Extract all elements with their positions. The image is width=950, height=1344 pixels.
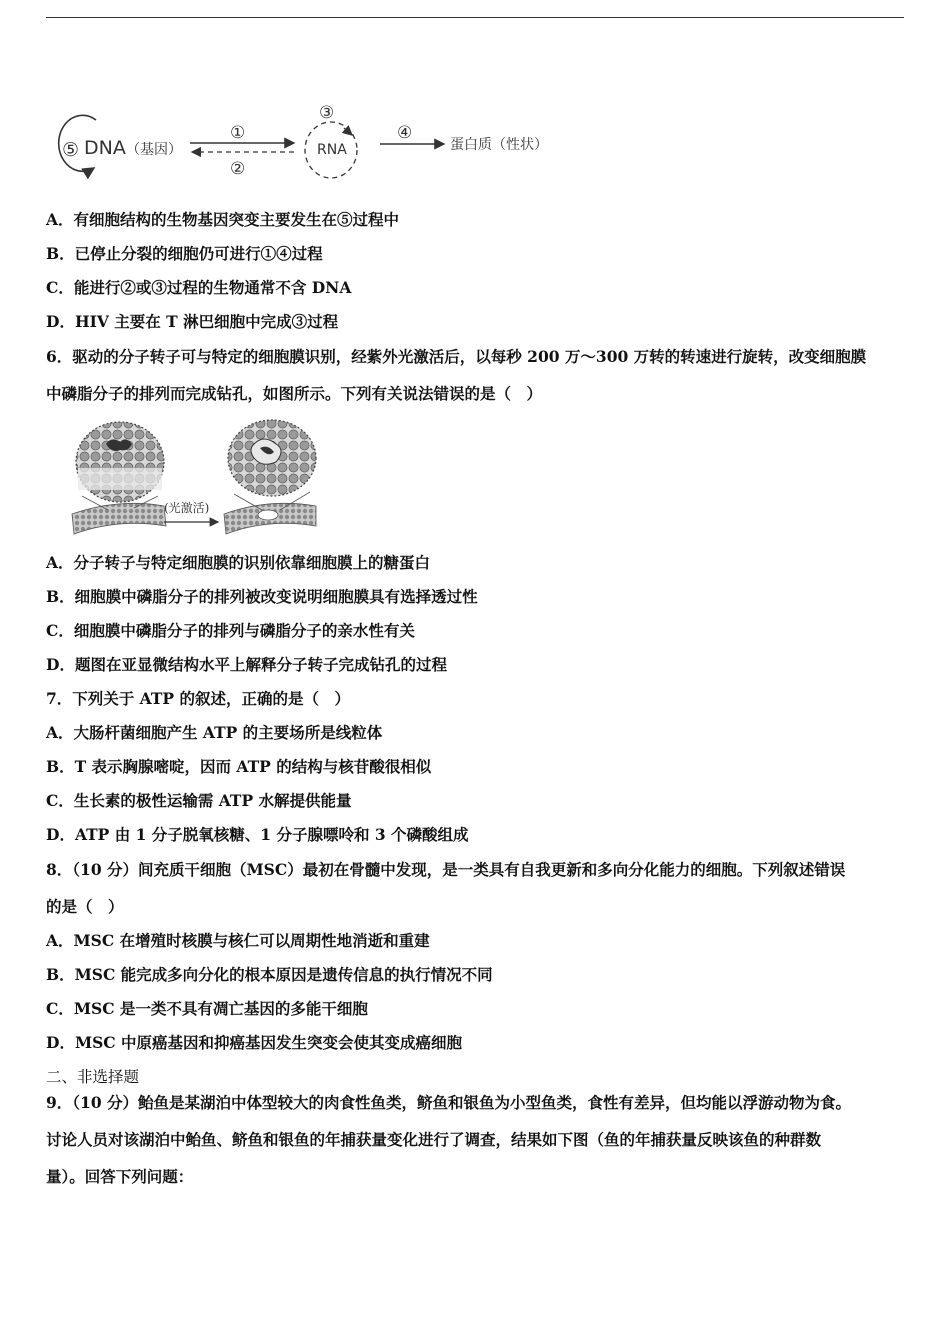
header-rule [46,17,904,18]
q5-option-b: B．已停止分裂的细胞仍可进行①④过程 [46,244,323,263]
rna-label: RNA [317,142,347,158]
step-4-label: ④ [397,123,413,143]
q7-option-b: B．T 表示胸腺嘧啶，因而 ATP 的结构与核苷酸很相似 [46,757,432,776]
q6-option-c: C．细胞膜中磷脂分子的排列与磷脂分子的亲水性有关 [46,621,415,640]
protein-label: 蛋白质（性状） [450,137,548,153]
q6-stem-line1: 6．驱动的分子转子可与特定的细胞膜识别，经紫外光激活后，以每秒 200 万～300 万转的转速进行旋转，改变细胞膜 [46,347,867,366]
q9-stem-line3: 量）。回答下列问题： [46,1167,194,1186]
light-activation-label: (光激活) [164,501,210,515]
q8-option-a: A．MSC 在增殖时核膜与核仁可以周期性地消逝和重建 [46,931,430,950]
q9-stem-line1: 9．（10 分）鲐鱼是某湖泊中体型较大的肉食性鱼类，鲚鱼和银鱼为小型鱼类，食性有差异，但均能以浮游动物为食。 [46,1093,852,1112]
q6-stem-line2: 中磷脂分子的排列而完成钻孔，如图所示。下列有关说法错误的是（ ） [46,384,543,403]
q8-option-b: B．MSC 能完成多向分化的根本原因是遗传信息的执行情况不同 [46,965,493,984]
q6-option-a: A．分子转子与特定细胞膜的识别依靠细胞膜上的糖蛋白 [46,553,431,572]
central-dogma-diagram [46,98,566,183]
q8-stem-line2: 的是（ ） [46,897,124,916]
q7-stem: 7．下列关于 ATP 的叙述，正确的是（ ） [46,689,350,708]
membrane-left [72,503,166,534]
q6-option-d: D．题图在亚显微结构水平上解释分子转子完成钻孔的过程 [46,655,447,674]
q7-option-a: A．大肠杆菌细胞产生 ATP 的主要场所是线粒体 [46,723,383,742]
q8-stem-line1: 8．（10 分）间充质干细胞（MSC）最初在骨髓中发现，是一类具有自我更新和多向分化能力的细胞。下列叙述错误 [46,860,846,879]
section-heading-nonchoice: 二、非选择题 [46,1068,140,1086]
step-5-label: ⑤ [62,139,80,161]
q8-option-d: D．MSC 中原癌基因和抑癌基因发生突变会使其变成癌细胞 [46,1033,463,1052]
step-3-label: ③ [319,103,335,123]
q7-option-d: D．ATP 由 1 分子脱氧核糖、1 分子腺嘌呤和 3 个磷酸组成 [46,825,469,844]
q9-stem-line2: 讨论人员对该湖泊中鲐鱼、鲚鱼和银鱼的年捕获量变化进行了调查，结果如下图（鱼的年捕获量反映该鱼的种群数 [46,1130,822,1149]
q5-option-d: D．HIV 主要在 T 淋巴细胞中完成③过程 [46,312,339,331]
step-1-label: ① [230,123,246,143]
gene-label: （基因） [126,142,182,158]
q7-option-c: C．生长素的极性运输需 ATP 水解提供能量 [46,791,352,810]
step-2-label: ② [230,159,246,179]
q5-option-c: C．能进行②或③过程的生物通常不含 DNA [46,278,352,297]
membrane-rotor-diagram [68,418,320,540]
q6-option-b: B．细胞膜中磷脂分子的排列被改变说明细胞膜具有选择透过性 [46,587,478,606]
dna-label: DNA [84,137,126,159]
q8-option-c: C．MSC 是一类不具有凋亡基因的多能干细胞 [46,999,368,1018]
q5-option-a: A．有细胞结构的生物基因突变主要发生在⑤过程中 [46,210,400,229]
